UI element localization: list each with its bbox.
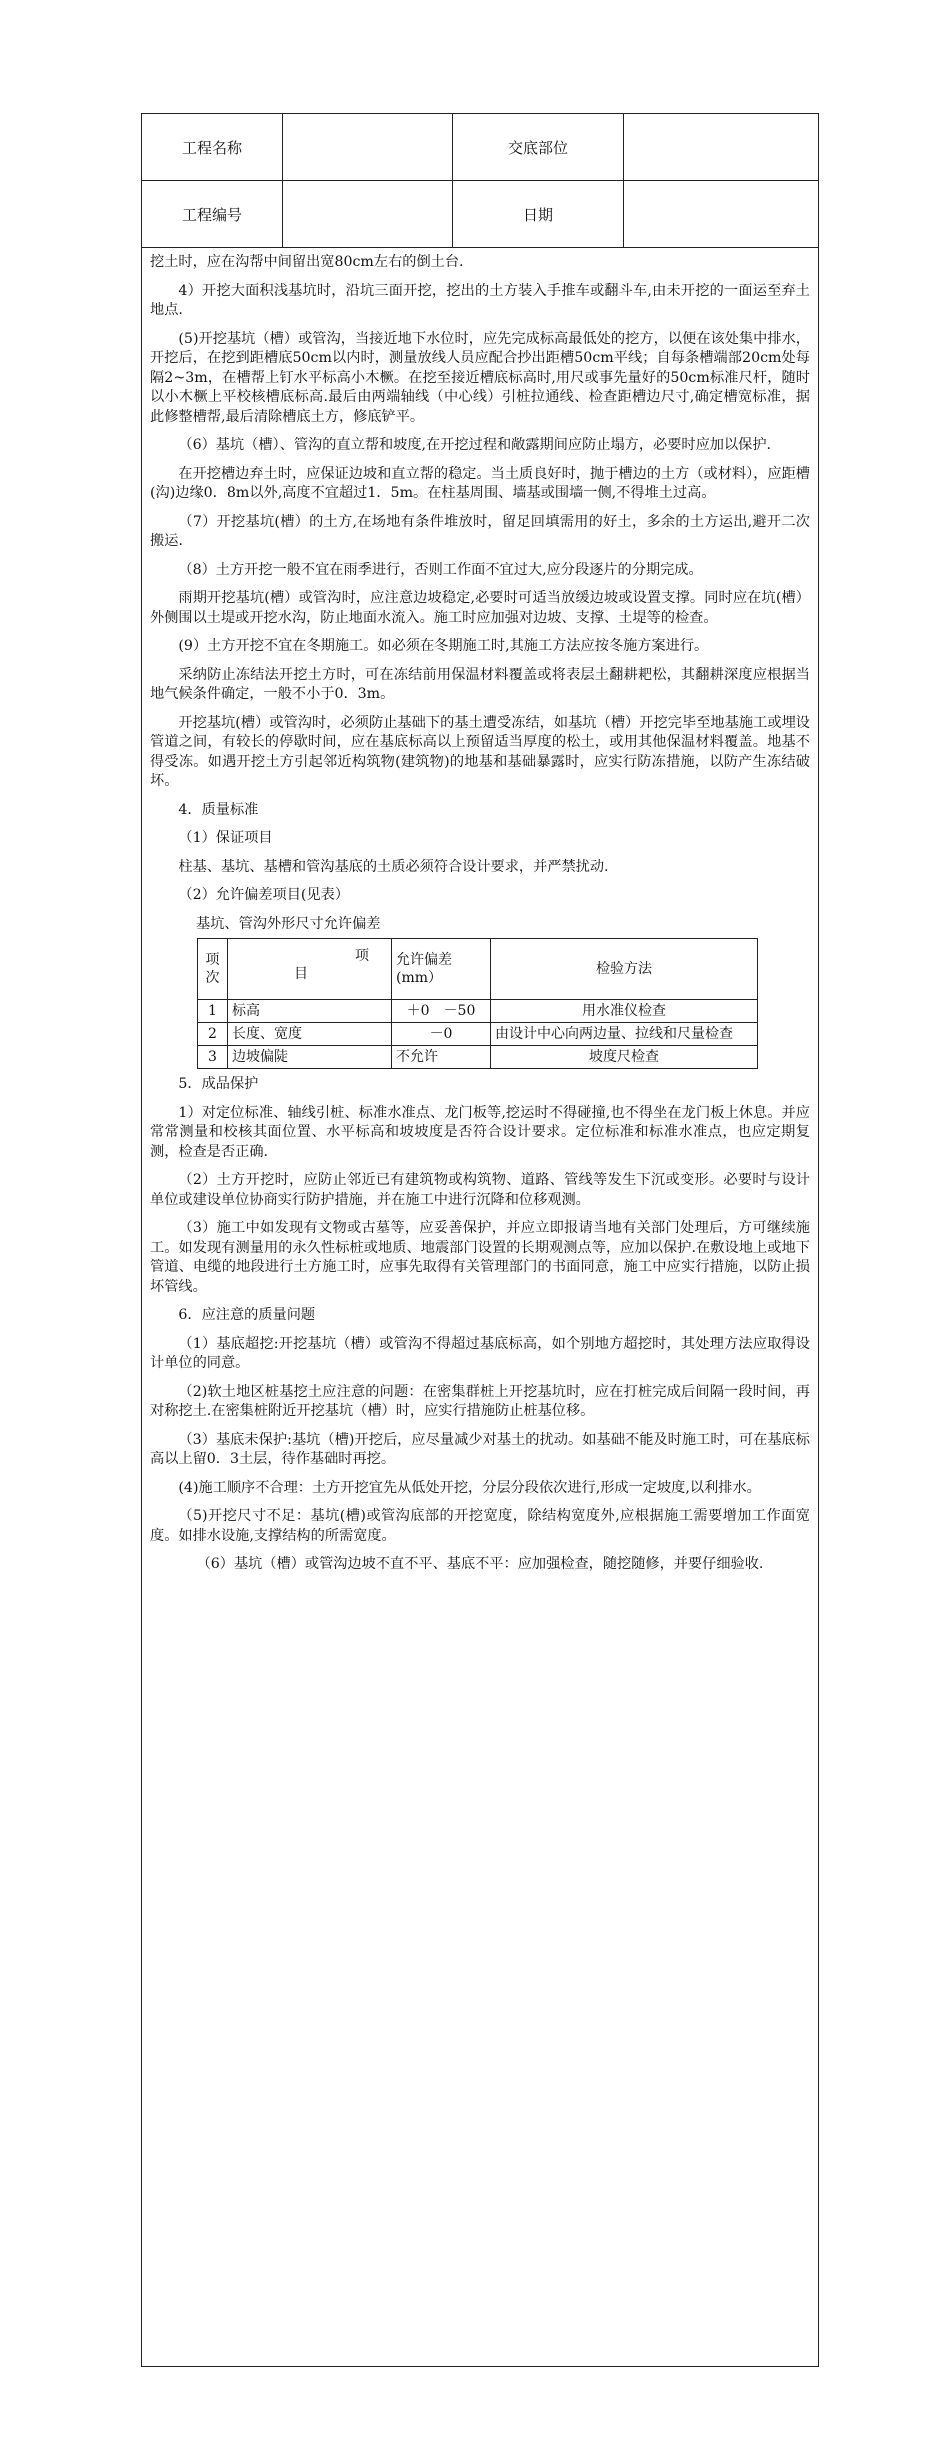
row-method: 由设计中心向两边量、拉线和尺量检查 <box>491 1023 758 1046</box>
date-label: 日期 <box>453 181 624 248</box>
paragraph: 1）对定位标准、轴线引桩、标准水准点、龙门板等,挖运时不得碰撞,也不得坐在龙门板上休息。并应常常测量和校核其面位置、水平标高和坡坡度是否符合设计要求。定位标准和标准水准点，也应定期复测，检查是否正确. <box>150 1104 810 1160</box>
row-item: 边坡偏陡 <box>228 1046 392 1069</box>
paragraph: 在开挖槽边弃土时，应保证边坡和直立帮的稳定。当土质良好时，抛于槽边的土方（或材料），应距槽(沟)边缘0．8m以外,高度不宜超过1．5m。在柱基周围、墙基或围墙一侧,不得堆土过高。 <box>150 465 810 501</box>
paragraph: 4）开挖大面积浅基坑时，沿坑三面开挖，挖出的土方装入手推车或翻斗车,由未开挖的一面运至弃土地点. <box>150 282 810 318</box>
table-row <box>198 1023 758 1046</box>
table-caption: 基坑、管沟外形尺寸允许偏差 <box>196 915 381 932</box>
paragraph: （2）土方开挖时，应防止邻近已有建筑物或构筑物、道路、管线等发生下沉或变形。必要时与设计单位或建设单位协商实行防护措施，并在施工中进行沉降和位移观测。 <box>150 1172 810 1208</box>
disclosure-sheet <box>141 113 819 2367</box>
paragraph: （3）基底未保护:基坑（槽)开挖后，应尽量减少对基土的扰动。如基础不能及时施工时，可在基底标高以上留0．3土层，待作基础时再挖。 <box>150 1431 810 1467</box>
project-no-label: 工程编号 <box>142 181 283 248</box>
header-tolerance: 允许偏差(mm） <box>392 939 491 1000</box>
location-value[interactable] <box>624 114 819 181</box>
paragraph: (4)施工顺序不合理：土方开挖宜先从低处开挖，分层分段依次进行,形成一定坡度,以利排水。 <box>178 1479 761 1496</box>
location-label: 交底部位 <box>453 114 624 181</box>
header-grid <box>142 114 818 248</box>
section-heading: 4．质量标准 <box>178 801 259 818</box>
paragraph: 挖土时，应在沟帮中间留出宽80cm左右的倒土台. <box>150 254 464 270</box>
header-no: 项次 <box>198 939 228 1000</box>
row-item: 标高 <box>228 1000 392 1023</box>
paragraph: （3）施工中如发现有文物或古墓等，应妥善保护，并应立即报请当地有关部门处理后，方可继续施工。如发现有测量用的永久性标桩或地质、地震部门设置的长期观测点等，应加以保护.在敷设地上或地下管道、电缆的地段进行土方施工时，应事先取得有关管理部门的书面同意，施工中应实行措施，以防止损坏管线。 <box>150 1220 810 1295</box>
row-tolerance: 不允许 <box>392 1046 491 1069</box>
project-no-value[interactable] <box>283 181 453 248</box>
row-no: 1 <box>198 1000 228 1023</box>
disclosure-body <box>142 247 818 1584</box>
tolerance-table <box>197 938 758 1069</box>
row-no: 2 <box>198 1023 228 1046</box>
row-tolerance: －0 <box>392 1023 491 1046</box>
paragraph: 雨期开挖基坑(槽）或管沟时，应注意边坡稳定,必要时可适当放缓边坡或设置支撑。同时应在坑(槽）外侧围以土堤或开挖水沟，防止地面水流入。施工时应加强对边坡、支撑、土堤等的检查。 <box>150 590 810 626</box>
paragraph: （2)软土地区桩基挖土应注意的问题：在密集群桩上开挖基坑时，应在打桩完成后间隔一段时间，再对称挖土.在密集桩附近开挖基坑（槽）时，应实行措施防止桩基位移。 <box>150 1383 810 1419</box>
row-method: 用水准仪检查 <box>491 1000 758 1023</box>
header-item-b: 目 <box>294 966 308 982</box>
paragraph: （6）基坑（槽）或管沟边坡不直不平、基底不平：应加强检查，随挖随修，并要仔细验收. <box>196 1556 764 1572</box>
row-tolerance: ＋0 －50 <box>392 1000 491 1023</box>
subsection-heading: （2）允许偏差项目(见表） <box>178 887 350 903</box>
paragraph: （1）基底超挖:开挖基坑（槽）或管沟不得超过基底标高，如个别地方超挖时，其处理方法应取得设计单位的同意。 <box>150 1335 810 1371</box>
row-item: 长度、宽度 <box>228 1023 392 1046</box>
section-heading: 6．应注意的质量问题 <box>178 1307 316 1323</box>
subsection-heading: （1）保证项目 <box>178 830 273 846</box>
paragraph: （6）基坑（槽）、管沟的直立帮和坡度,在开挖过程和敞露期间应防止塌方，必要时应加以保护. <box>178 437 772 453</box>
table-row <box>198 1000 758 1023</box>
paragraph: (9）土方开挖不宜在冬期施工。如必须在冬期施工时,其施工方法应按冬施方案进行。 <box>178 638 709 654</box>
paragraph: 开挖基坑(槽）或管沟时，必须防止基础下的基土遭受冻结，如基坑（槽）开挖完毕至地基施工或埋设管道之间，有较长的停歇时间，应在基底标高以上预留适当厚度的松土，或用其他保温材料覆盖。地基不得受冻。如遇开挖土方引起邻近构筑物(建筑物)的地基和基础暴露时，应实行防冻措施，以防产生冻结破坏。 <box>150 714 810 789</box>
header-item-a: 项 <box>355 948 369 964</box>
paragraph: （8）土方开挖一般不宜在雨季进行，否则工作面不宜过大,应分段逐片的分期完成。 <box>178 561 703 578</box>
date-value[interactable] <box>624 181 819 248</box>
header-method: 检验方法 <box>491 939 758 1000</box>
row-no: 3 <box>198 1046 228 1069</box>
table-header-row <box>198 939 758 1000</box>
row-method: 坡度尺检查 <box>491 1046 758 1069</box>
paragraph: 采纳防止冻结法开挖土方时，可在冻结前用保温材料覆盖或将表层土翻耕耙松，其翻耕深度应根据当地气候条件确定，一般不小于0．3m。 <box>150 666 810 702</box>
project-name-value[interactable] <box>283 114 453 181</box>
paragraph: （5)开挖尺寸不足：基坑(槽)或管沟底部的开挖宽度，除结构宽度外,应根据施工需要增加工作面宽度。如排水设施,支撑结构的所需宽度。 <box>150 1508 810 1544</box>
table-row <box>198 1046 758 1069</box>
project-name-label: 工程名称 <box>142 114 283 181</box>
header-item <box>228 939 392 1000</box>
paragraph: 柱基、基坑、基槽和管沟基底的土质必须符合设计要求，并严禁扰动. <box>178 858 609 875</box>
paragraph: (5)开挖基坑（槽）或管沟，当接近地下水位时，应先完成标高最低处的挖方，以便在该处集中排水，开挖后，在挖到距槽底50cm以内时，测量放线人员应配合抄出距槽50cm平线；自每条槽端部20cm处每隔2~3m，在槽帮上钉水平标高小木橛。在挖至接近槽底标高时,用尺或事先量好的50cm标准尺杆，随时以小木橛上平校核槽底标高.最后由两端轴线（中心线）引桩拉通线、检查距槽边尺寸,确定槽宽标准，据此修整槽帮,最后清除槽底土方，修底铲平。 <box>150 330 810 425</box>
section-heading: 5．成品保护 <box>178 1076 259 1092</box>
paragraph: （7）开挖基坑(槽）的土方,在场地有条件堆放时，留足回填需用的好土，多余的土方运出,避开二次搬运. <box>150 513 810 549</box>
